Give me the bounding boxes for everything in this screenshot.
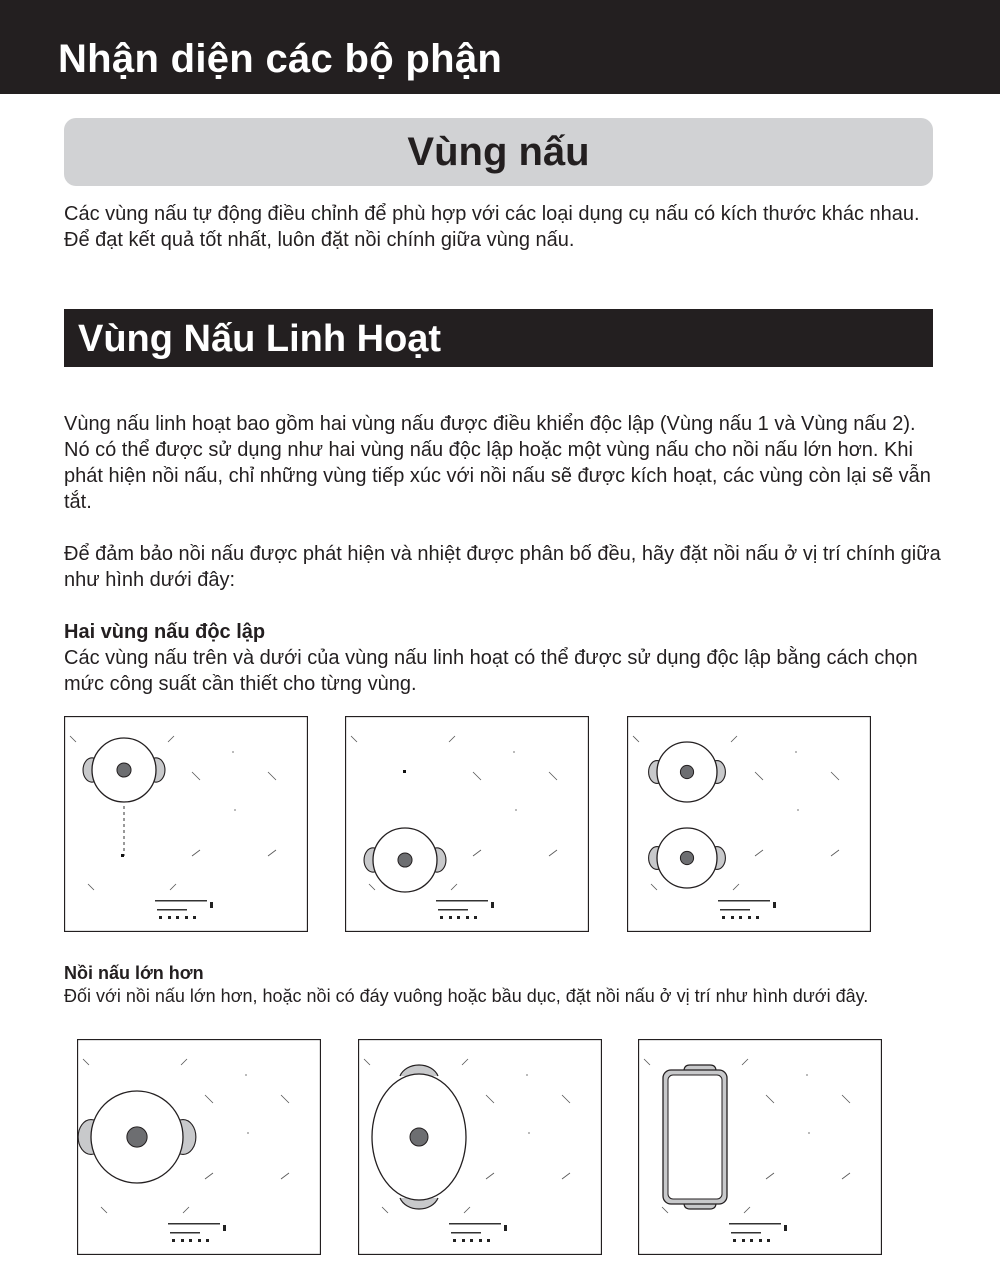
hob-diagram-both-zones xyxy=(627,716,871,932)
hob-diagram-rectangular-griddle xyxy=(638,1039,882,1255)
independent-zones-title: Hai vùng nấu độc lập xyxy=(64,621,266,643)
larger-pot-title: Nồi nấu lớn hơn xyxy=(64,963,204,983)
hob-diagram-large-round-pot xyxy=(77,1039,321,1255)
flex-zone-paragraph-2: Để đảm bảo nồi nấu được phát hiện và nhiệt được phân bố đều, hãy đặt nồi nấu ở vị trí chính giữa như hình dưới đây: xyxy=(64,543,941,591)
larger-pot-text: Đối với nồi nấu lớn hơn, hoặc nồi có đáy vuông hoặc bầu dục, đặt nồi nấu ở vị trí như hình dưới đây. xyxy=(64,986,869,1006)
cooking-zones-heading: Vùng nấu xyxy=(64,118,933,186)
flex-zone-paragraph-1: Vùng nấu linh hoạt bao gồm hai vùng nấu được điều khiển độc lập (Vùng nấu 1 và Vùng nấu 2). Nó có thể được sử dụng như hai vùng nấu độc lập hoặc một vùng nấu cho nồi nấu lớn hơn. Khi phát hiện nồi nấu, chỉ những vùng tiếp xúc với nồi nấu sẽ được kích hoạt, các vùng còn lại sẽ vẫn tắt. xyxy=(64,413,931,513)
hob-diagram-top-zone xyxy=(64,716,308,932)
flex-zone-heading-bar xyxy=(64,309,933,367)
hob-diagram-bottom-zone xyxy=(345,716,589,932)
flex-zone-heading: Vùng Nấu Linh Hoạt xyxy=(78,318,442,360)
page-title: Nhận diện các bộ phận xyxy=(58,37,503,81)
hob-diagram-oval-pot xyxy=(358,1039,602,1255)
independent-zones-text: Các vùng nấu trên và dưới của vùng nấu linh hoạt có thể được sử dụng độc lập bằng cách chọn mức công suất cần thiết cho từng vùng. xyxy=(64,647,918,695)
page-header-bar xyxy=(0,0,1000,94)
cooking-zones-text: Các vùng nấu tự động điều chỉnh để phù hợp với các loại dụng cụ nấu có kích thước khác nhau. Để đạt kết quả tốt nhất, luôn đặt nồi chính giữa vùng nấu. xyxy=(64,203,920,251)
